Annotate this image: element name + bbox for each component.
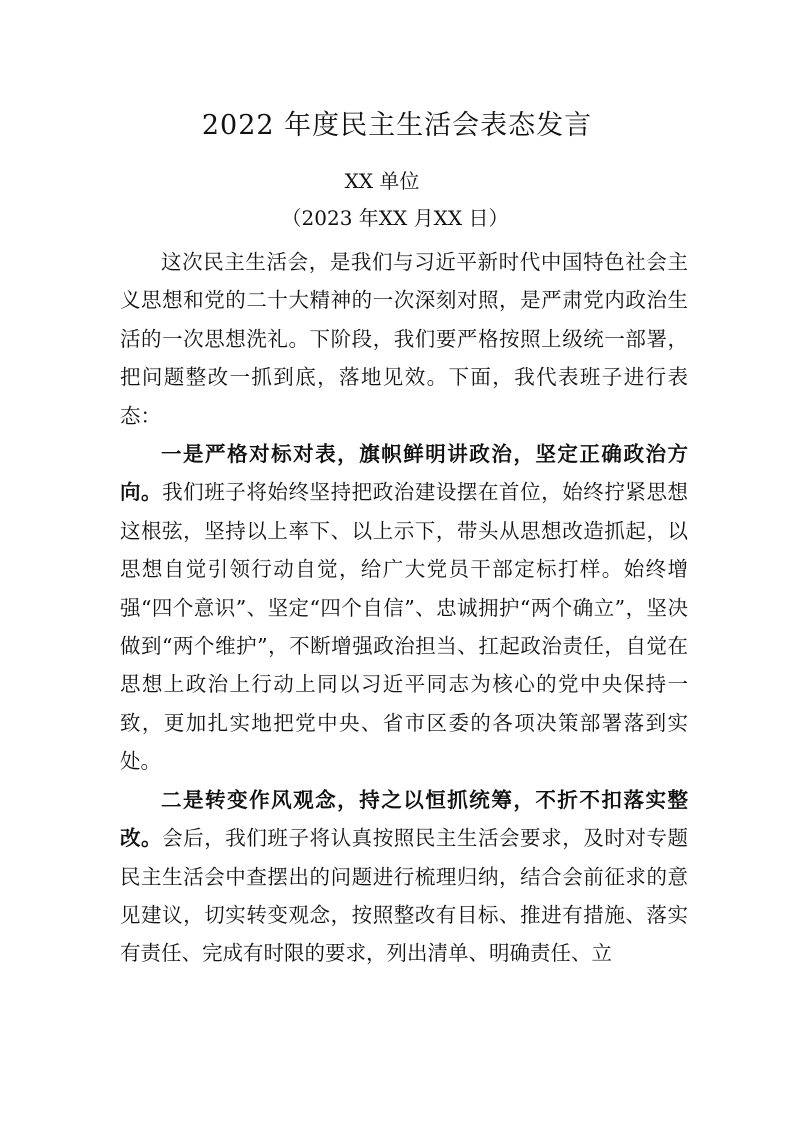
intro-paragraph: 这次民主生活会，是我们与习近平新时代中国特色社会主义思想和党的二十大精神的一次深刻对照，是严肃党内政治生活的一次思想洗礼。下阶段，我们要严格按照上级统一部署，把问题整改一抓到底，落地见效。下面，我代表班子进行表态： — [120, 250, 688, 428]
point-two-text: 会后，我们班子将认真按照民主生活会要求，及时对专题民主生活会中查摆出的问题进行梳理归纳，结合会前征求的意见建议，切实转变观念，按照整改有目标、推进有措施、落实有责任、完成有时限的要求，列出清单、明确责任、立 — [120, 826, 689, 966]
point-two-paragraph — [120, 781, 688, 973]
document-title: 2022 年度民主生活会表态发言 — [201, 110, 593, 141]
point-one-heading: 一是严格对标对表，旗帜鲜明讲政治，坚定正确政治方向。 — [120, 442, 688, 505]
document-date: （2023 年XX 月XX 日） — [281, 206, 509, 230]
document-body — [120, 243, 688, 973]
point-two-heading: 二是转变作风观念，持之以恒抓统筹，不折不扣落实整改。 — [120, 787, 688, 851]
unit-name: XX 单位 — [344, 169, 420, 193]
point-one-text: 我们班子将始终坚持把政治建设摆在首位，始终拧紧思想这根弦，坚持以上率下、以上示下，带头从思想改造抓起，以思想自觉引领行动自觉，给广大党员干部定标打样。始终增强“四个意识”、坚定“四个自信”、忠诚拥护“两个确立”，坚决做到“两个维护”，不断增强政治担当、扛起政治责任，自觉在思想上政治上行动上同以习近平同志为核心的党中央保持一致，更加扎实地把党中央、省市区委的各项决策部署落到实处。 — [120, 480, 689, 774]
point-one-paragraph — [120, 435, 688, 781]
